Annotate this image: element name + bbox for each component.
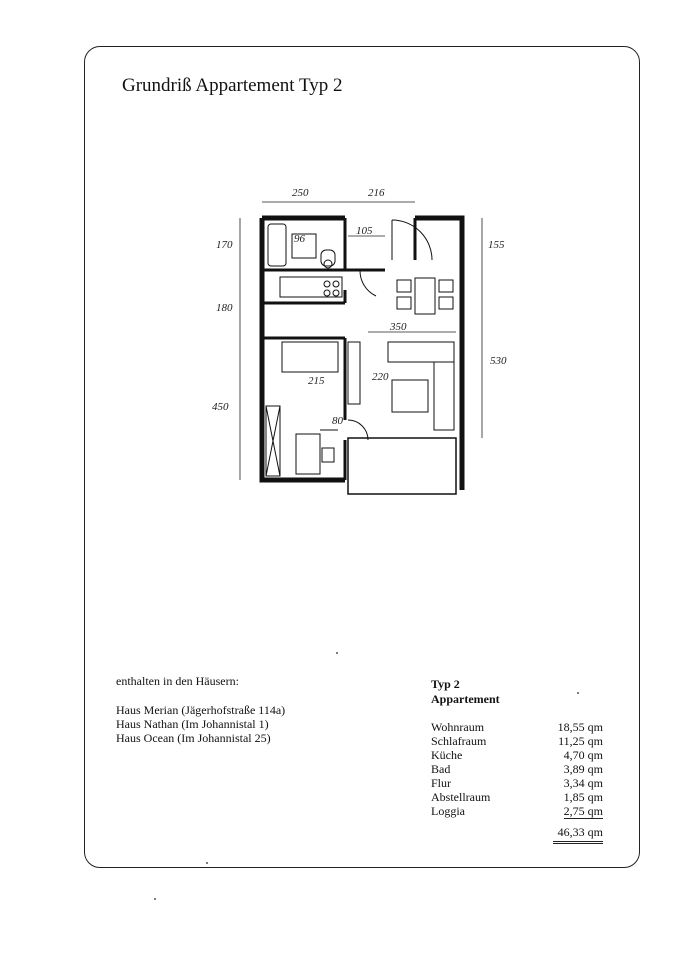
- coffee-table: [392, 380, 428, 412]
- room-area: 1,85 qm: [563, 790, 603, 804]
- room-name: Loggia: [431, 804, 465, 818]
- area-row: [431, 790, 603, 804]
- area-row: [431, 776, 603, 790]
- dim-bedroom-inner: 215: [308, 375, 325, 387]
- scan-speck: [206, 862, 208, 864]
- dim-top-left: 250: [292, 187, 309, 199]
- floor-plan: [200, 180, 520, 500]
- shelf: [348, 342, 360, 404]
- dim-living-inner: 220: [372, 371, 389, 383]
- room-name: Abstellraum: [431, 790, 491, 804]
- area-row: [431, 804, 603, 819]
- room-area: 3,89 qm: [563, 762, 603, 776]
- dim-living-width: 350: [390, 321, 407, 333]
- loggia: [348, 438, 456, 494]
- room-name: Flur: [431, 776, 452, 790]
- scan-speck: [154, 898, 156, 900]
- dim-bath-width: 96: [294, 233, 305, 245]
- room-area: 2,75 qm: [563, 804, 603, 818]
- room-name: Wohnraum: [431, 720, 485, 734]
- room-name: Schlafraum: [431, 734, 487, 748]
- room-area: 4,70 qm: [563, 748, 603, 762]
- dim-left-middle: 180: [216, 302, 233, 314]
- room-area: 18,55 qm: [557, 720, 603, 734]
- room-name: Küche: [431, 748, 463, 762]
- dim-left-lower: 450: [212, 401, 229, 413]
- room-area: 3,34 qm: [563, 776, 603, 790]
- outer-wall-left: [262, 218, 345, 480]
- scan-speck: [336, 652, 338, 654]
- sofa: [388, 342, 454, 362]
- outer-wall-top-right: [415, 218, 462, 280]
- area-table: [431, 720, 603, 819]
- dim-right-upper: 155: [488, 239, 505, 251]
- house-item: Haus Nathan (Im Johannistal 1): [116, 717, 269, 731]
- room-name: Bad: [431, 762, 451, 776]
- apartment-type-heading: [431, 677, 500, 707]
- dining-table: [415, 278, 435, 314]
- dim-hall-width: 105: [356, 225, 373, 237]
- area-row: [431, 762, 603, 776]
- bed: [282, 342, 338, 372]
- dim-left-upper: 170: [216, 239, 233, 251]
- houses-heading: enthalten in den Häusern:: [116, 674, 239, 688]
- type-line: Typ 2: [431, 677, 460, 691]
- room-area: 11,25 qm: [558, 734, 603, 748]
- type-subline: Appartement: [431, 692, 500, 706]
- total-area: 46,33 qm: [553, 825, 603, 844]
- page-title: Grundriß Appartement Typ 2: [122, 75, 343, 96]
- area-row: [431, 720, 603, 734]
- area-row: [431, 734, 603, 748]
- house-item: Haus Merian (Jägerhofstraße 114a): [116, 703, 286, 717]
- dim-top-right: 216: [368, 187, 385, 199]
- bathtub: [268, 224, 286, 266]
- floor-plan-drawing: [200, 180, 520, 500]
- area-row: [431, 748, 603, 762]
- houses-list: [116, 703, 285, 745]
- house-item: Haus Ocean (Im Johannistal 25): [116, 731, 271, 745]
- dim-right-lower: 530: [490, 355, 507, 367]
- dim-door: 80: [332, 415, 343, 427]
- scan-speck: [577, 692, 579, 694]
- desk: [296, 434, 320, 474]
